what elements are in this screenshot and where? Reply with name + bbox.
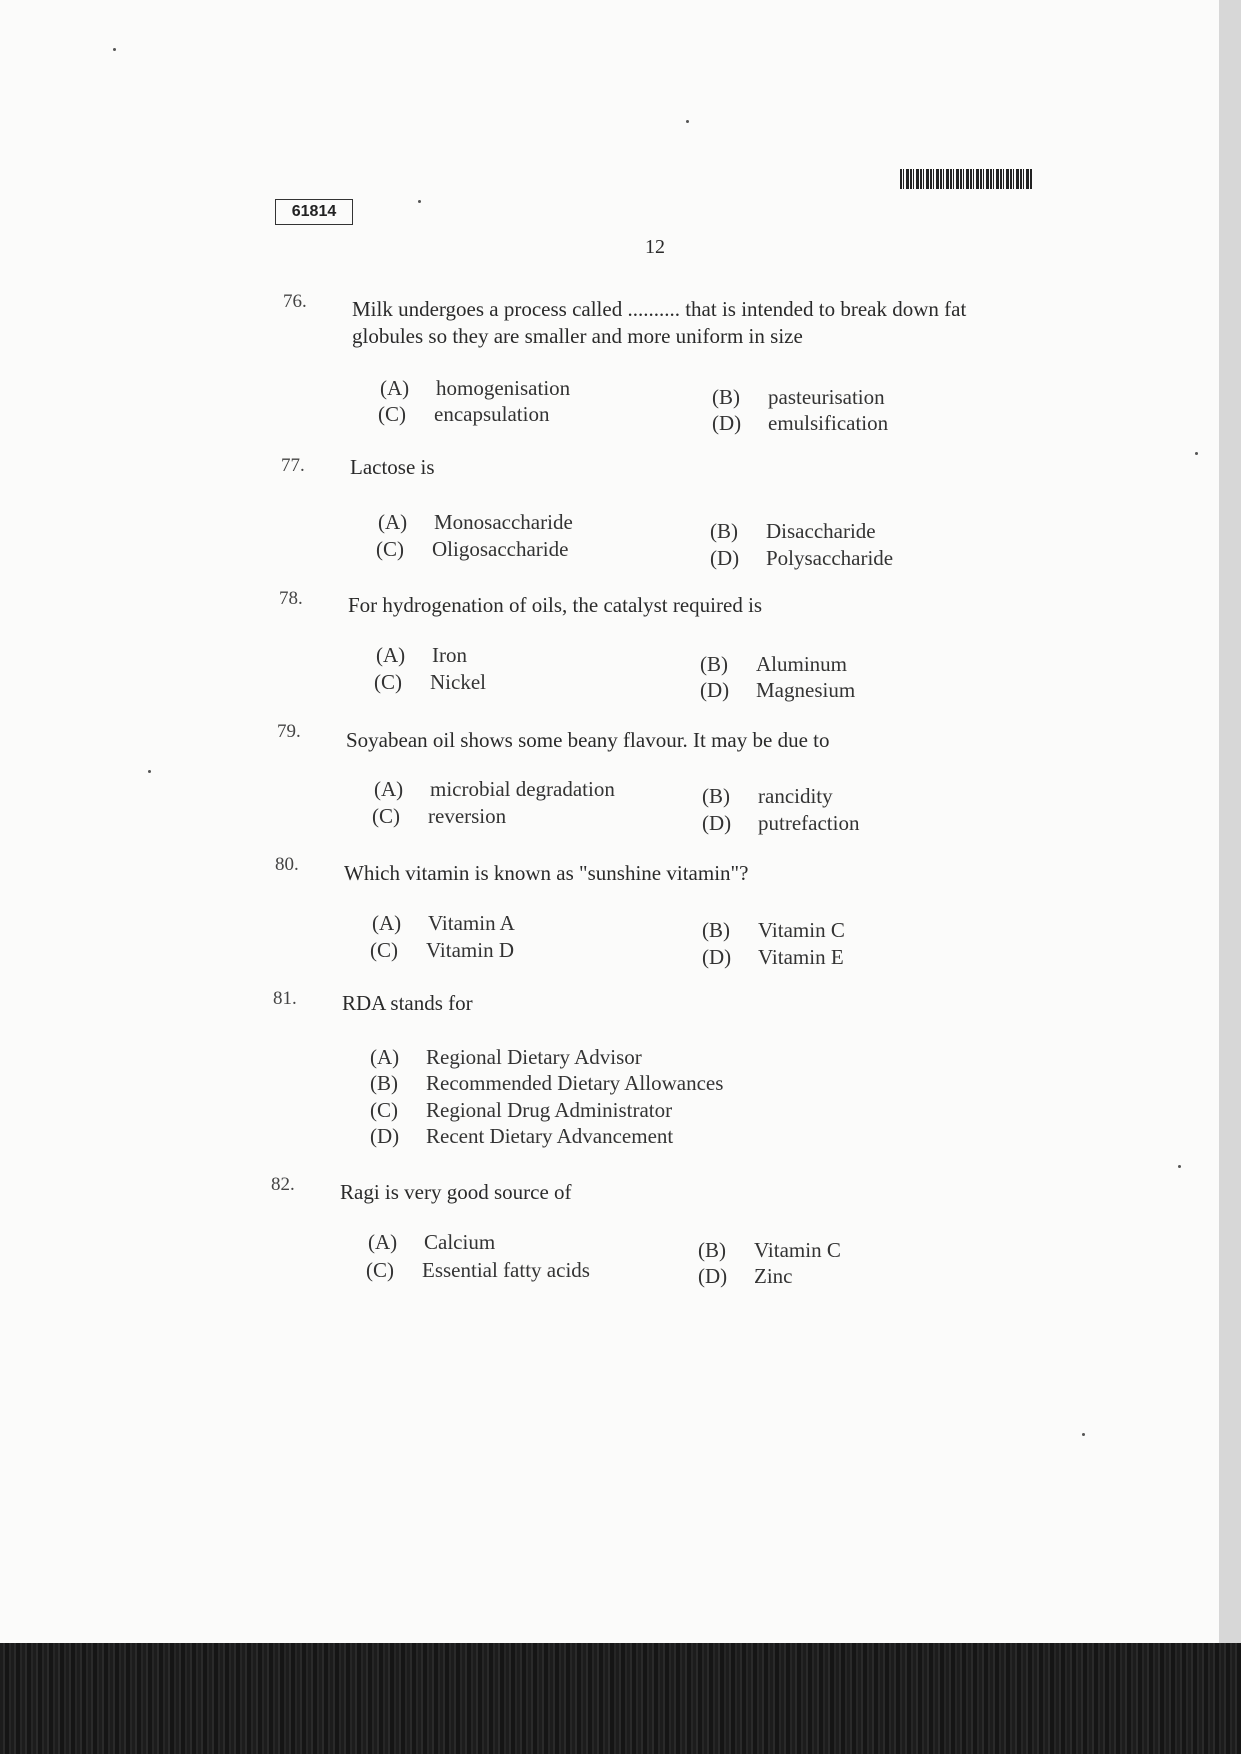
- option-d: (D) Polysaccharide: [710, 546, 894, 570]
- scan-speck: [1195, 452, 1198, 455]
- option-a: (A) Calcium: [368, 1230, 496, 1254]
- scan-speck: [1082, 1433, 1085, 1436]
- option-c: (C) Essential fatty acids: [366, 1258, 590, 1282]
- option-b: (B) pasteurisation: [712, 385, 885, 409]
- option-b: (B) Aluminum: [700, 652, 848, 676]
- option-a: (A) microbial degradation: [374, 777, 615, 801]
- option-b: (B) Disaccharide: [710, 519, 876, 543]
- question-text: Ragi is very good source of: [340, 1180, 572, 1204]
- option-a: (A) Monosaccharide: [378, 510, 573, 534]
- question-text: RDA stands for: [342, 991, 473, 1015]
- option-c: (C) reversion: [372, 804, 507, 828]
- scan-speck: [148, 770, 151, 773]
- question-number: 77.: [281, 455, 305, 476]
- option-a: (A) homogenisation: [380, 376, 571, 400]
- option-c: (C) Vitamin D: [370, 938, 514, 962]
- question-text: Milk undergoes a process called .......... that is intended to break down fat globules so they are smaller and more uniform in size: [352, 297, 967, 348]
- option-a: (A) Vitamin A: [372, 911, 515, 935]
- option-a: (A) Regional Dietary Advisor: [370, 1045, 642, 1069]
- option-d: (D) emulsification: [712, 411, 889, 435]
- question-number: 82.: [271, 1174, 295, 1195]
- option-b: (B) Vitamin C: [702, 918, 845, 942]
- page-number: 12: [645, 236, 665, 258]
- option-c: (C) Oligosaccharide: [376, 537, 569, 561]
- option-b: (B) Vitamin C: [698, 1238, 841, 1262]
- scanner-bottom-strip: [0, 1643, 1241, 1754]
- question-number: 80.: [275, 854, 299, 875]
- barcode-image: [900, 169, 1033, 189]
- scan-speck: [1178, 1165, 1181, 1168]
- option-d: (D) putrefaction: [702, 811, 860, 835]
- option-c: (C) encapsulation: [378, 402, 550, 426]
- option-a: (A) Iron: [376, 643, 467, 667]
- scan-speck: [113, 48, 116, 51]
- option-d: (D) Magnesium: [700, 678, 856, 702]
- option-c: (C) Nickel: [374, 670, 486, 694]
- option-b: (B) rancidity: [702, 784, 833, 808]
- question-number: 78.: [279, 588, 303, 609]
- question-text: Soyabean oil shows some beany flavour. It may be due to: [346, 728, 830, 752]
- question-text: Which vitamin is known as "sunshine vitamin"?: [344, 861, 749, 885]
- paper-code-box: 61814: [275, 199, 353, 225]
- option-c: (C) Regional Drug Administrator: [370, 1098, 673, 1122]
- option-d: (D) Vitamin E: [702, 945, 844, 969]
- question-number: 76.: [283, 291, 307, 312]
- scan-speck: [418, 200, 421, 203]
- question-number: 79.: [277, 721, 301, 742]
- option-d: (D) Recent Dietary Advancement: [370, 1124, 674, 1148]
- scan-speck: [686, 120, 689, 123]
- question-text: Lactose is: [350, 455, 435, 479]
- scanner-edge: [1219, 0, 1241, 1648]
- option-b: (B) Recommended Dietary Allowances: [370, 1071, 724, 1095]
- question-number: 81.: [273, 988, 297, 1009]
- option-d: (D) Zinc: [698, 1264, 793, 1288]
- question-text: For hydrogenation of oils, the catalyst required is: [348, 593, 763, 617]
